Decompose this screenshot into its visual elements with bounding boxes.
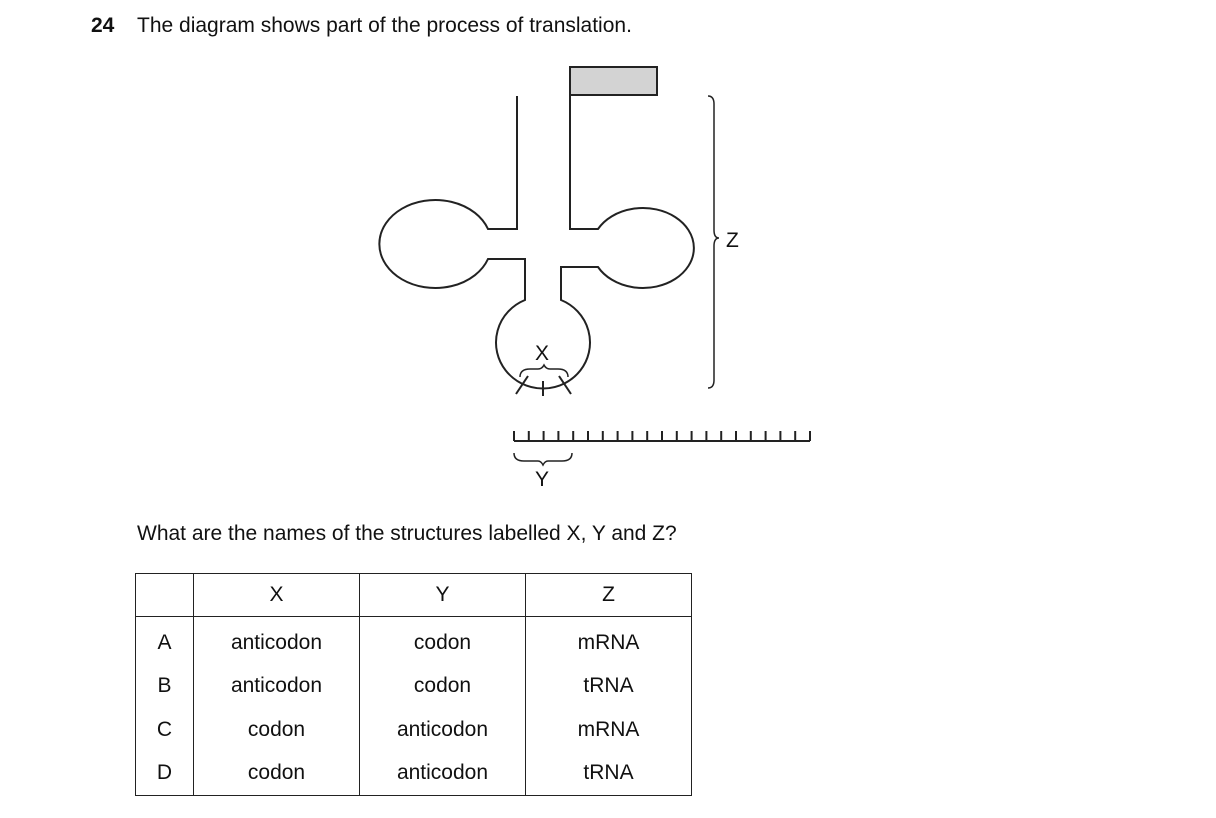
option-letter: D: [136, 752, 194, 796]
option-x: anticodon: [194, 617, 360, 665]
option-row-a[interactable]: [136, 617, 692, 665]
label-x: X: [535, 342, 550, 365]
option-letter: C: [136, 708, 194, 752]
option-x: codon: [194, 708, 360, 752]
option-row-d[interactable]: [136, 752, 692, 796]
question-prompt: What are the names of the structures labelled X, Y and Z?: [137, 522, 677, 545]
option-z: mRNA: [526, 708, 692, 752]
label-z: Z: [726, 229, 739, 252]
mrna-strand: [514, 431, 810, 441]
option-z: tRNA: [526, 752, 692, 796]
option-row-c[interactable]: [136, 708, 692, 752]
header-x: X: [194, 574, 360, 617]
label-y: Y: [535, 468, 550, 491]
brace-x: [520, 365, 568, 377]
bracket-z: [708, 96, 719, 388]
brace-y: [514, 453, 572, 465]
header-z: Z: [526, 574, 692, 617]
question-number: 24: [91, 14, 115, 37]
option-row-b[interactable]: [136, 665, 692, 709]
header-letter: [136, 574, 194, 617]
option-z: tRNA: [526, 665, 692, 709]
option-letter: A: [136, 617, 194, 665]
table-header-row: [136, 574, 692, 617]
header-y: Y: [360, 574, 526, 617]
amino-acid-block: [570, 67, 657, 95]
option-y: anticodon: [360, 752, 526, 796]
question-stem: The diagram shows part of the process of translation.: [137, 14, 632, 37]
option-y: codon: [360, 665, 526, 709]
option-x: codon: [194, 752, 360, 796]
option-z: mRNA: [526, 617, 692, 665]
option-y: anticodon: [360, 708, 526, 752]
answer-options-table: [135, 573, 692, 796]
option-x: anticodon: [194, 665, 360, 709]
option-y: codon: [360, 617, 526, 665]
option-letter: B: [136, 665, 194, 709]
